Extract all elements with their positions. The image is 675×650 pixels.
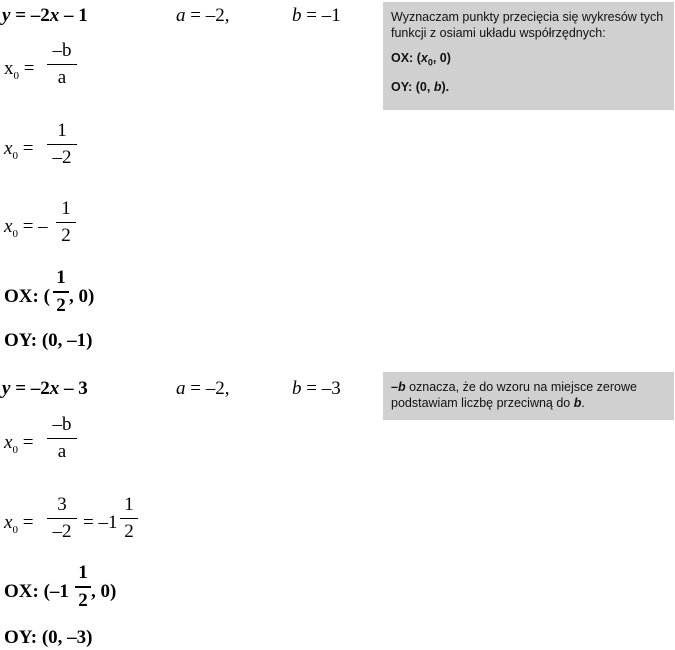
oy-point-1: OY: (0, –1) xyxy=(4,330,93,351)
param-a-2: a = –2, xyxy=(176,378,230,399)
note-text-2: –b oznacza, że do wzoru na miejsce zerowe podstawiam liczbę przeciwną do b. xyxy=(391,380,637,410)
fraction-3-over-neg2: 3 –2 xyxy=(47,494,77,543)
x0-label-1b: $x_0$ = xyxy=(4,138,34,162)
param-b-1: b = –1 xyxy=(292,5,341,26)
ox-fraction-1: 1 2 xyxy=(53,267,69,317)
fraction-1-over-2: 1 2 xyxy=(56,198,76,247)
x0-label-1a: $x_0$ = xyxy=(4,58,35,82)
equation-1: y = –2x – 1 xyxy=(2,5,88,26)
note-text-1: Wyznaczam punkty przecięcia się wykresów tych funkcji z osiami układu współrzędnych: xyxy=(391,10,664,40)
fraction-neg-b-over-a-1: –b a xyxy=(47,40,77,89)
note-box-minus-b xyxy=(383,372,674,420)
ox-fraction-2: 1 2 xyxy=(75,562,91,612)
note-oy-line: OY: (0, b). xyxy=(391,79,450,94)
fraction-1-over-2-mixed: 1 2 xyxy=(120,494,138,543)
x0-label-2b: $x_0$ = xyxy=(4,512,34,536)
param-b-2: b = –3 xyxy=(292,378,341,399)
ox-point-1-suffix: , 0) xyxy=(69,286,95,307)
oy-point-2: OY: (0, –3) xyxy=(4,627,93,648)
x0-label-1c: $x_0$ = – xyxy=(4,216,48,240)
x0-label-2a: $x_0$ = xyxy=(4,432,34,456)
note-box-intersection xyxy=(383,2,674,110)
ox-point-2-prefix: OX: (–1 xyxy=(4,581,69,602)
ox-point-1-prefix: OX: ( xyxy=(4,286,50,307)
note-ox-line: OX: ($x_0$, 0) xyxy=(391,51,451,68)
equation-2: y = –2x – 3 xyxy=(2,378,88,399)
fraction-neg-b-over-a-2: –b a xyxy=(47,414,77,463)
fraction-1-over-neg2: 1 –2 xyxy=(47,120,77,169)
equals-neg-one: = –1 xyxy=(83,512,118,533)
ox-point-2-suffix: , 0) xyxy=(91,581,117,602)
param-a-1: a = –2, xyxy=(176,5,230,26)
